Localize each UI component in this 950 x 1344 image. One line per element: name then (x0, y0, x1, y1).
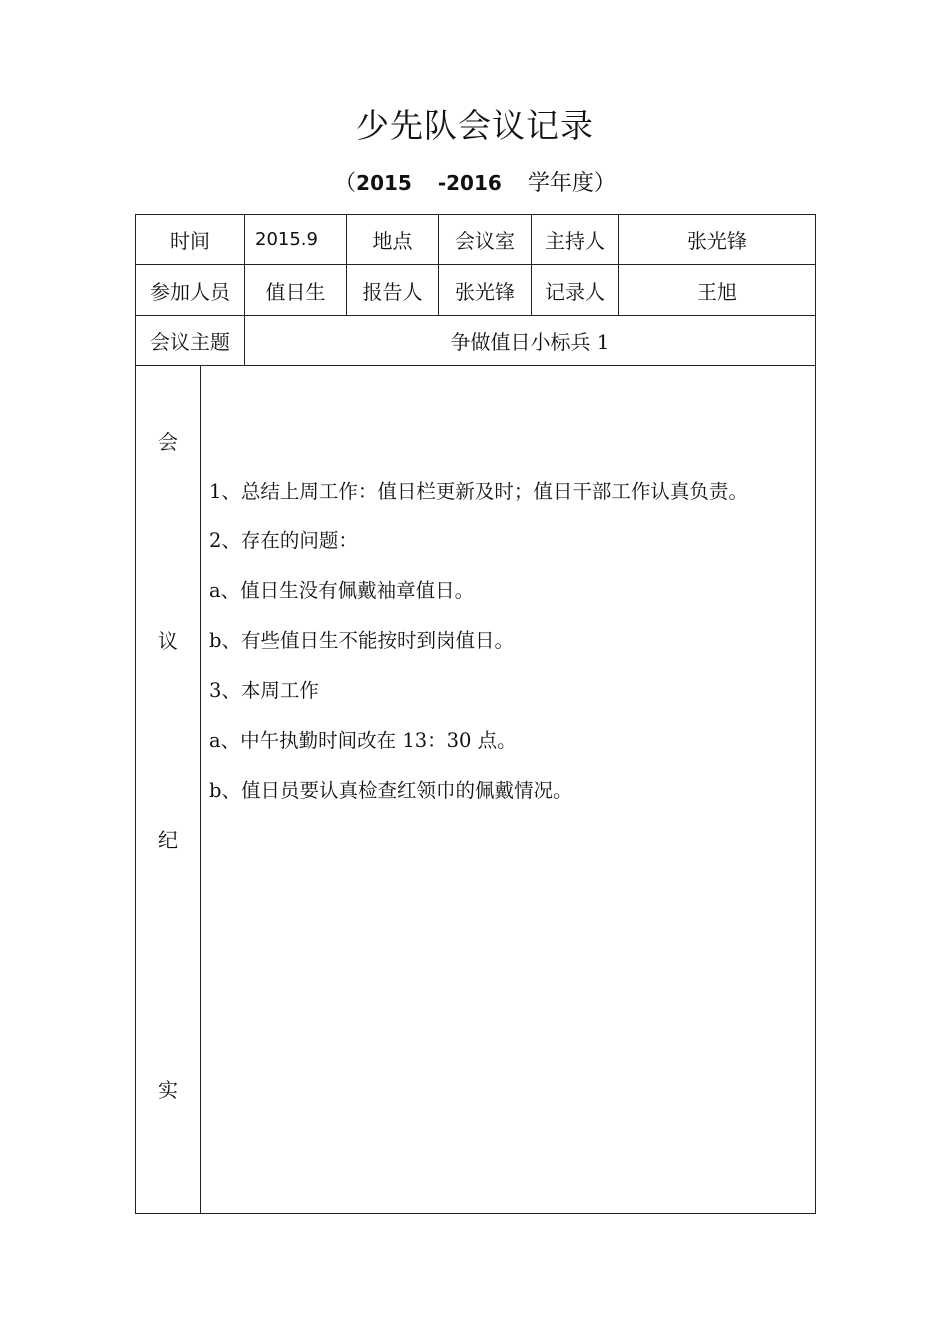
document-title: 少先队会议记录 (356, 106, 594, 145)
subtitle-year-start: 2015 (356, 171, 412, 195)
column-divider (200, 365, 201, 1214)
minutes-line: a、中午执勤时间改在 13：30 点。 (209, 729, 517, 752)
attendees-value: 值日生 (265, 279, 326, 304)
minutes-side-label-char: 会 (158, 430, 178, 454)
minutes-line: 3、本周工作 (209, 679, 319, 702)
recorder-label: 记录人 (545, 279, 605, 304)
recorder-value: 王旭 (697, 279, 737, 304)
place-label: 地点 (372, 228, 413, 253)
reporter-value: 张光锋 (455, 279, 515, 304)
time-label: 时间 (170, 228, 210, 253)
minutes-line: 2、存在的问题： (209, 529, 358, 552)
minutes-line: b、值日员要认真检查红领巾的佩戴情况。 (209, 779, 573, 802)
subtitle-suffix: 学年度） (527, 171, 616, 196)
time-value: 2015.9 (255, 228, 318, 250)
subtitle-open-paren: （ (334, 171, 357, 196)
subtitle-year-end: -2016 (437, 171, 502, 195)
reporter-label: 报告人 (362, 279, 423, 304)
minutes-line: b、有些值日生不能按时到岗值日。 (209, 629, 514, 652)
minutes-side-label-char: 实 (158, 1078, 178, 1102)
minutes-side-label-char: 纪 (158, 828, 178, 852)
document-subtitle (0, 166, 950, 197)
host-label: 主持人 (545, 228, 605, 253)
topic-label: 会议主题 (150, 330, 230, 354)
topic-value: 争做值日小标兵 1 (450, 330, 610, 354)
minutes-side-label-char: 议 (158, 629, 178, 653)
place-value: 会议室 (455, 228, 515, 253)
row-divider (135, 365, 816, 366)
attendees-label: 参加人员 (150, 279, 230, 304)
minutes-line: 1、总结上周工作：值日栏更新及时；值日干部工作认真负责。 (209, 480, 748, 503)
host-value: 张光锋 (687, 228, 747, 253)
minutes-line: a、值日生没有佩戴袖章值日。 (209, 579, 475, 602)
